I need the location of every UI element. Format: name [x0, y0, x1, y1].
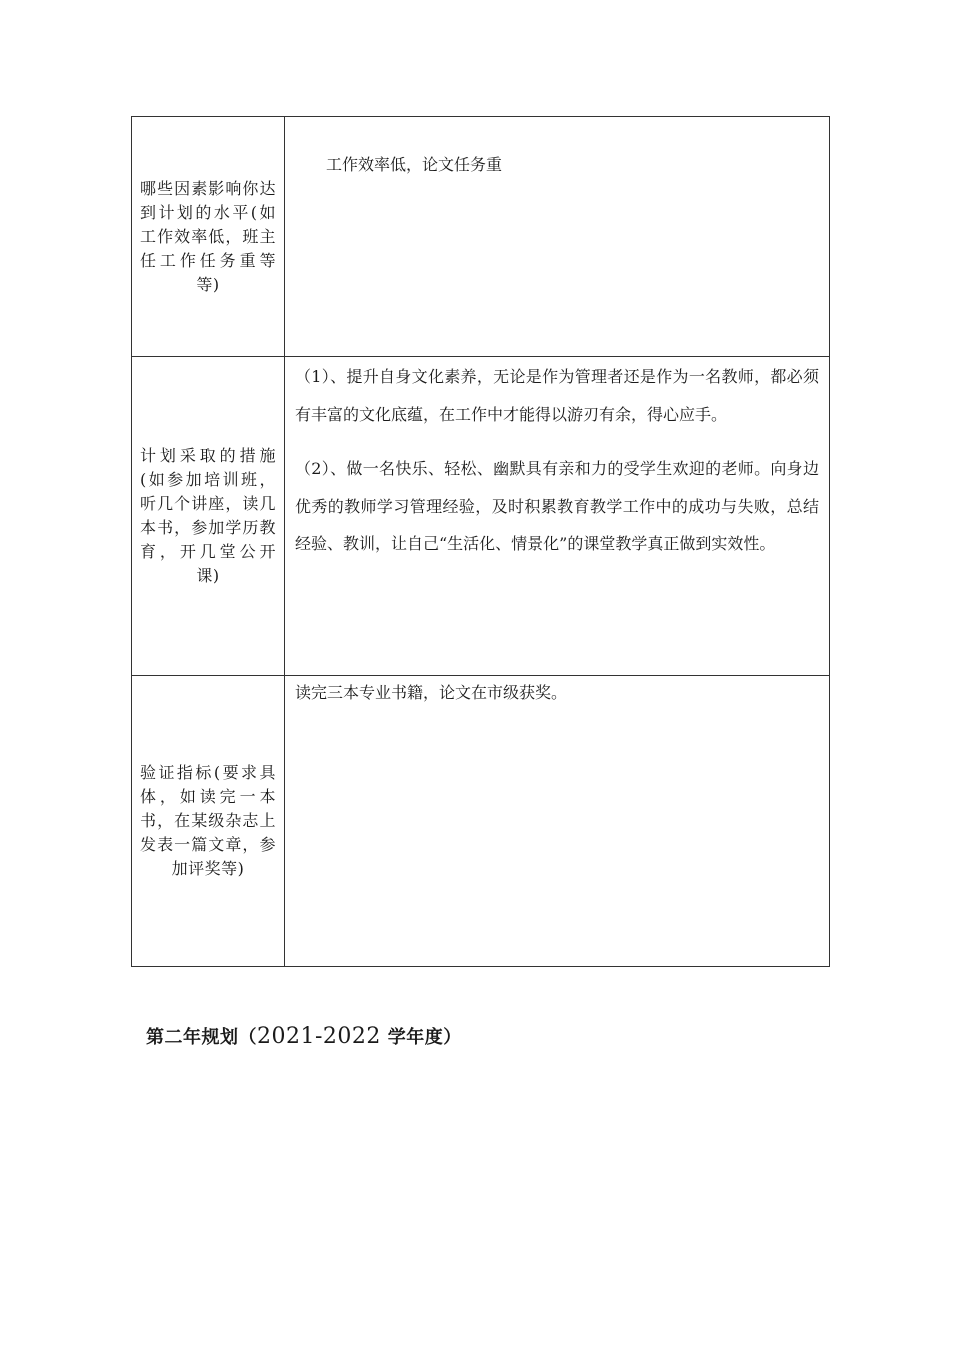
- heading-prefix: 第二年规划（: [146, 1027, 257, 1048]
- row-content-verification-indicators: 读完三本专业书籍，论文在市级获奖。: [295, 683, 568, 702]
- plan-table: [131, 116, 830, 967]
- content-cell: [285, 357, 830, 676]
- heading-suffix: 学年度）: [380, 1027, 462, 1048]
- label-cell: [132, 117, 285, 357]
- label-cell: [132, 676, 285, 967]
- row-content-influencing-factors: 工作效率低，论文任务重: [326, 155, 503, 174]
- content-cell: [285, 117, 830, 357]
- row-label-planned-measures: 计划采取的措施(如参加培训班，听几个讲座，读几本书，参加学历教育，开几堂公开课): [140, 446, 276, 585]
- row-content-measure-2: （2）、做一名快乐、轻松、幽默具有亲和力的受学生欢迎的老师。向身边优秀的教师学习管理经验，及时积累教育教学工作中的成功与失败，总结经验、教训，让自己“生活化、情景化”的课堂教学真正做到实效性。: [295, 459, 819, 553]
- row-label-influencing-factors: 哪些因素影响你达到计划的水平(如工作效率低，班主任工作任务重等等): [140, 178, 276, 294]
- row-content-measure-1: （1）、提升自身文化素养，无论是作为管理者还是作为一名教师，都必须有丰富的文化底蕴，在工作中才能得以游刃有余，得心应手。: [295, 367, 819, 424]
- table-row-planned-measures: [132, 357, 830, 676]
- label-cell: [132, 357, 285, 676]
- section-heading-second-year-plan: [146, 1022, 462, 1053]
- heading-year: 2021-2022: [257, 1024, 381, 1049]
- row-label-verification-indicators: 验证指标(要求具体，如读完一本书，在某级杂志上发表一篇文章，参加评奖等): [140, 763, 276, 878]
- table-row-verification-indicators: [132, 676, 830, 967]
- content-cell: [285, 676, 830, 967]
- table-row-influencing-factors: [132, 117, 830, 357]
